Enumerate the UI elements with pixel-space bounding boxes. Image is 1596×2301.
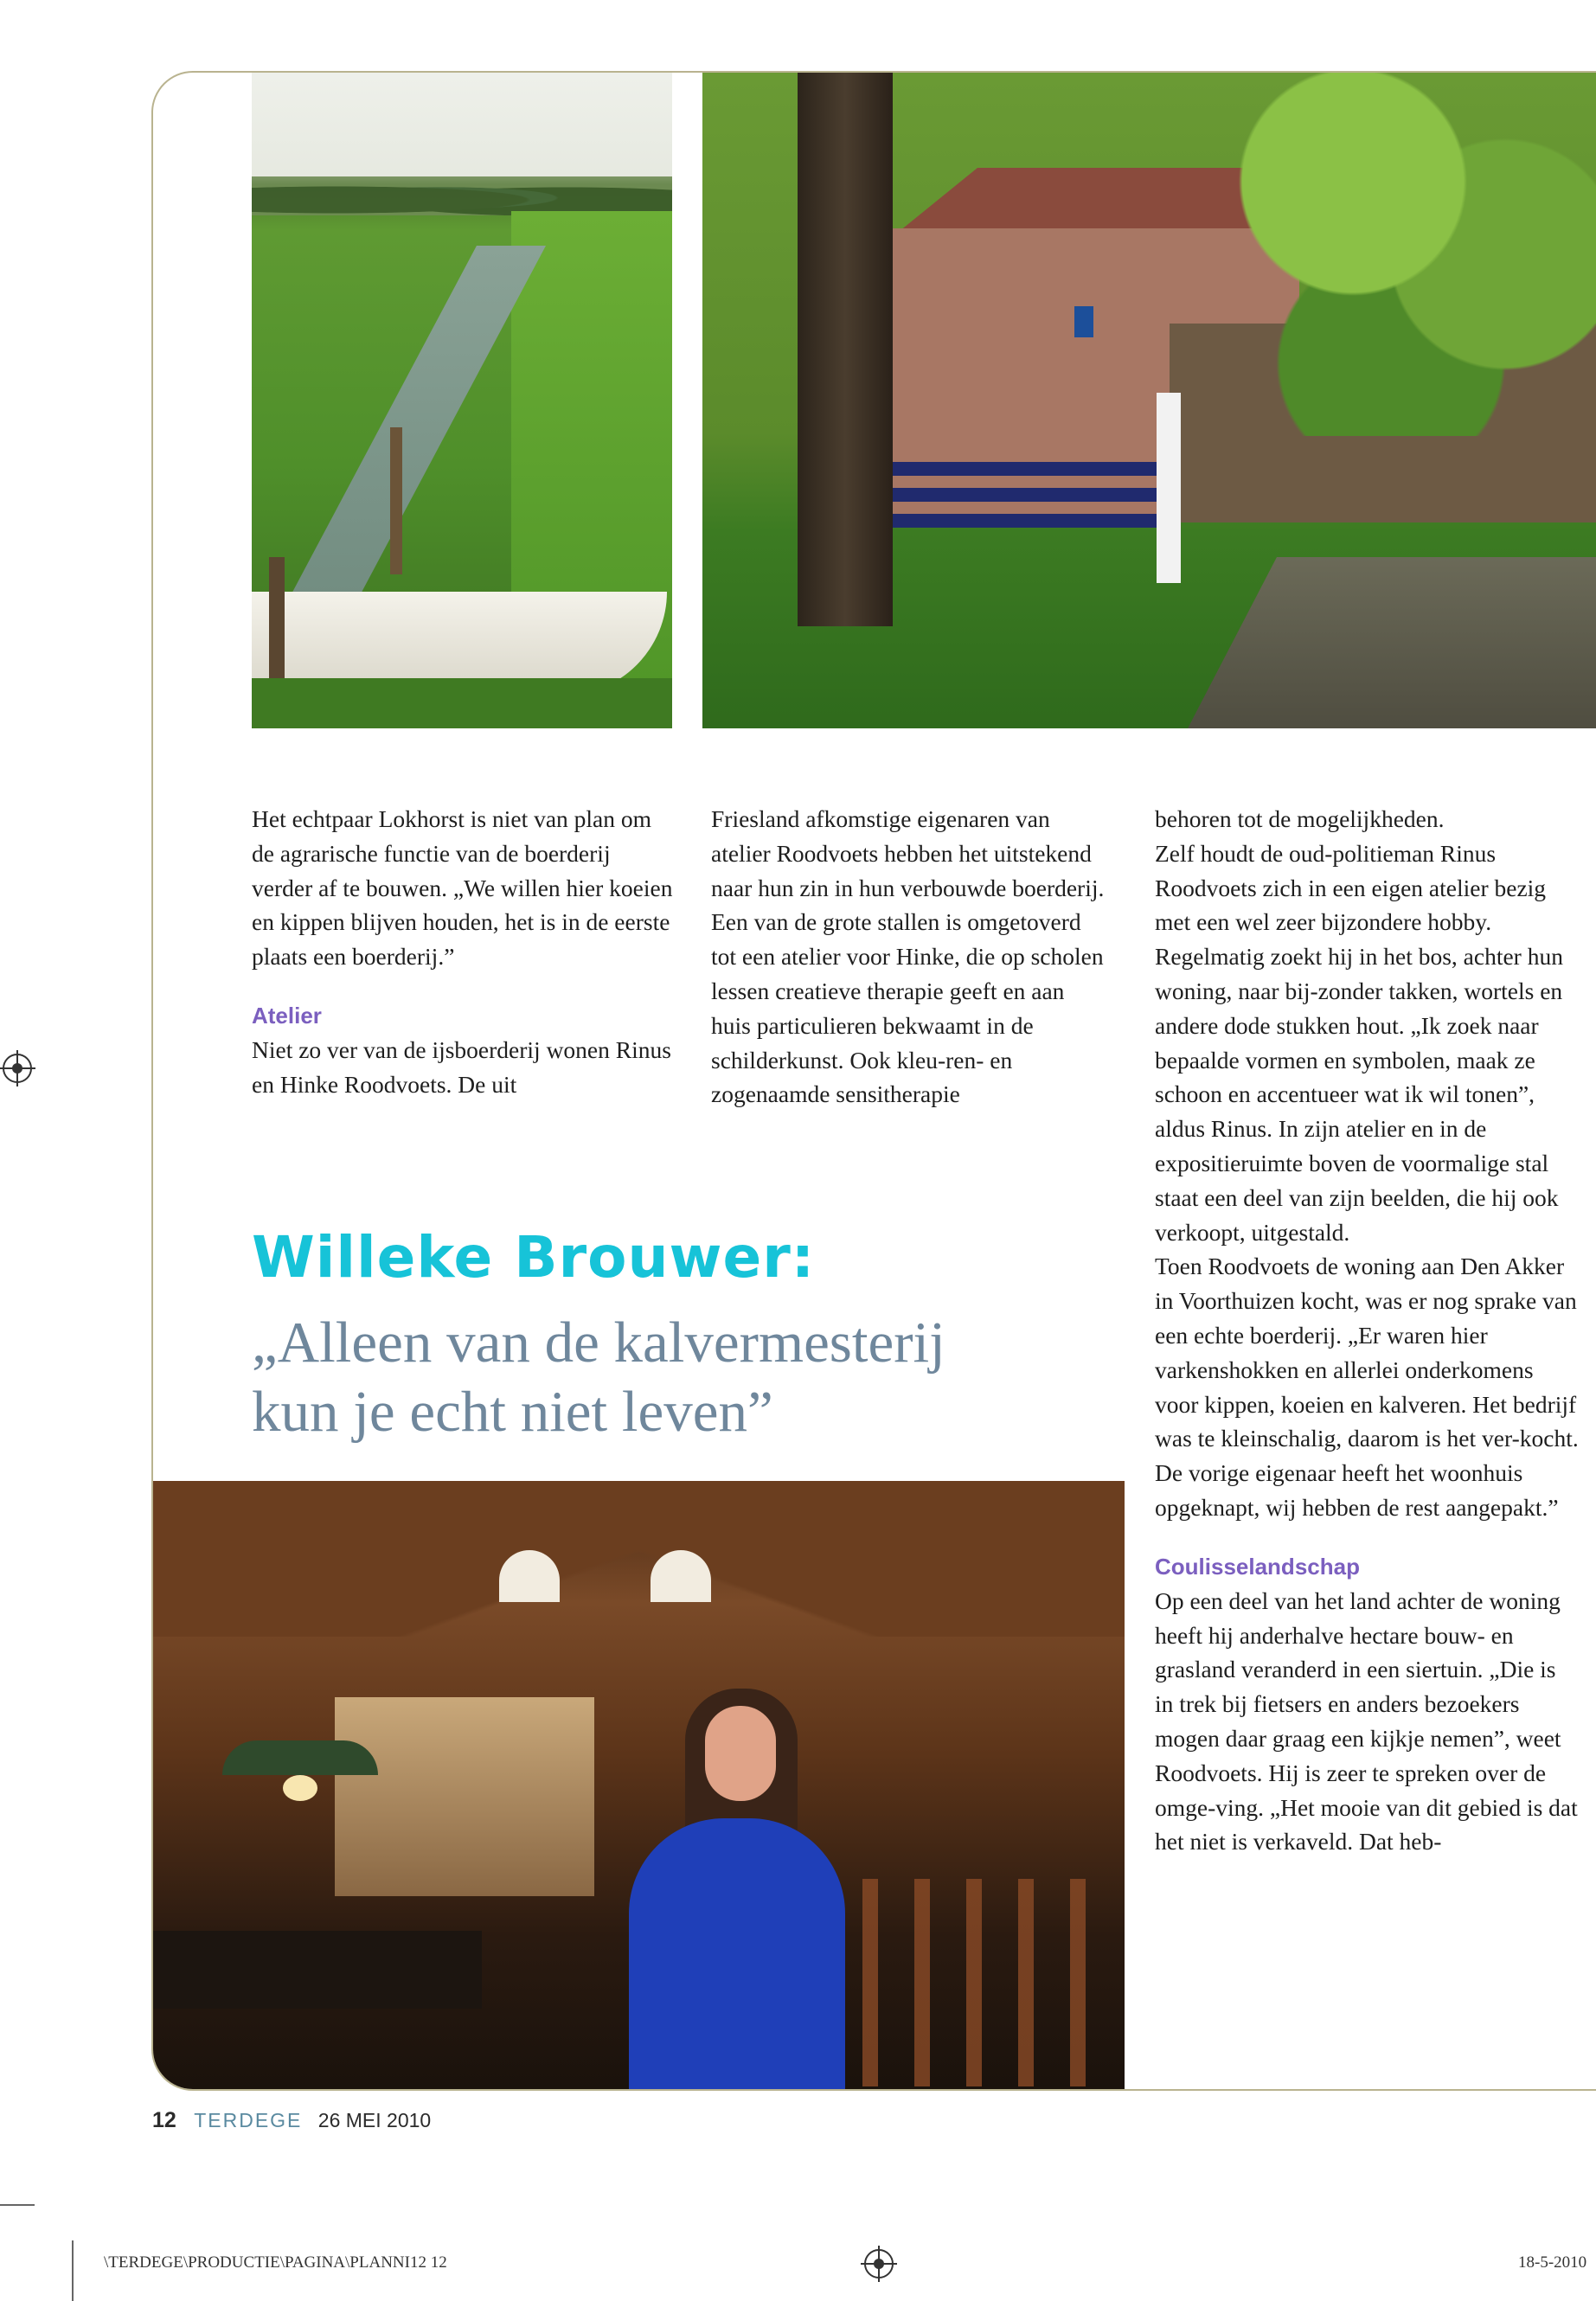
registration-mark-icon [3, 1054, 32, 1083]
print-slug-date: 18-5-2010 [1518, 2253, 1587, 2272]
fence-post [390, 427, 402, 574]
tree-trunk [798, 73, 893, 626]
paragraph: behoren tot de mogelijkheden. [1155, 805, 1445, 832]
lamp-light [283, 1775, 317, 1801]
paragraph: Toen Roodvoets de woning aan Den Akker in Voorthuizen kocht, was er nog sprake van een echte boerderij. „Er waren hier varkenshokken en allerlei onderkomens voor kippen, koeien en kalveren. Het bedrijf was te kleinschalig, daarom is het ver-kocht. De vorige eigenaar heeft het woonhuis opgeknapt, wij hebben de rest aangepakt.” [1155, 1253, 1579, 1521]
article-column-1 [252, 802, 676, 1102]
table [153, 1931, 482, 2009]
paragraph: Het echtpaar Lokhorst is niet van plan om de agrarische functie van de boerderij verder af te bouwen. „We willen hier koeien en kippen blijven houden, het is in de eerste plaats een boerderij.” [252, 805, 673, 971]
driveway [1187, 557, 1596, 728]
white-gatepost [1157, 393, 1181, 583]
magazine-name: TERDEGE [194, 2109, 303, 2131]
photo-interior-willeke [153, 1481, 1125, 2089]
photo-ditch-bathtub [252, 73, 672, 728]
crop-mark [0, 2204, 35, 2206]
blue-sign [1074, 306, 1093, 337]
crop-mark [72, 2240, 74, 2301]
paragraph: Friesland afkomstige eigenaren van atelier Roodvoets hebben het uitstekend naar hun zin in hun verbouwde boerderij. Een van de grote stallen is omgetoverd tot een atelier voor Hinke, die op scholen lessen creatieve therapie geeft en aan huis particulieren bekwaamt in de schilderkunst. Ook kleu-ren- en zogenaamde sensitherapie [711, 805, 1105, 1108]
treeline [252, 176, 672, 215]
paragraph: Zelf houdt de oud-politieman Rinus Roodvoets zich in een eigen atelier bezig met een wel zeer bijzondere hobby. Regelmatig zoekt hij in het bos, achter hun woning, naar bij-zonder takken, wortels en andere dode stukken hout. „Ik zoek naar bepaalde vormen en symbolen, maak ze schoon en accentueer wat ik wil tonen”, aldus Rinus. In zijn atelier en in de expositieruimte boven de voormalige stal staat een deel van zijn beelden, die hij ook verkoopt, uitgestald. [1155, 839, 1563, 1246]
chairs [862, 1879, 1122, 2086]
ditch-water [265, 246, 546, 644]
issue-date: 26 MEI 2010 [317, 2109, 432, 2131]
paragraph: Op een deel van het land achter de woning heeft hij anderhalve hectare bouw- en grasland veranderd in een siertuin. „Die is in trek bij fietsers en anders bezoekers mogen daar graag een kijkje nemen”, weet Roodvoets. Hij is zeer te spreken over de omge-ving. „Het mooie van dit gebied is dat het niet is verkaveld. Dat heb- [1155, 1586, 1578, 1856]
article-column-3 [1155, 802, 1579, 1859]
tree-foliage [1239, 73, 1596, 436]
hanging-lamp [222, 1740, 378, 1775]
headline-quote-line: „Alleen van de kalvermesterij [252, 1311, 945, 1375]
photo-farmhouse [702, 73, 1596, 728]
article-column-2 [711, 802, 1105, 1112]
headline-quote-line: kun je echt niet leven” [252, 1380, 773, 1444]
wooden-ceiling [153, 1481, 1125, 1637]
page-number: 12 [152, 2108, 176, 2132]
print-slug-path: \TERDEGE\PRODUCTIE\PAGINA\PLANNI12 12 [104, 2253, 447, 2272]
portrait-woman [612, 1689, 854, 2089]
registration-mark-icon [864, 2249, 894, 2279]
blue-dress [629, 1818, 845, 2089]
subhead-coulisselandschap: Coulisselandschap [1155, 1553, 1360, 1580]
headline-quote [252, 1308, 1117, 1446]
subhead-atelier: Atelier [252, 1002, 322, 1029]
back-room [335, 1697, 594, 1896]
page-folio [152, 2108, 431, 2133]
headline-name: Willeke Brouwer: [252, 1224, 816, 1291]
face [705, 1706, 776, 1801]
blue-fence [858, 462, 1170, 476]
foreground-grass [252, 678, 672, 728]
paragraph: Niet zo ver van de ijsboerderij wonen Rinus en Hinke Roodvoets. De uit [252, 1035, 671, 1098]
